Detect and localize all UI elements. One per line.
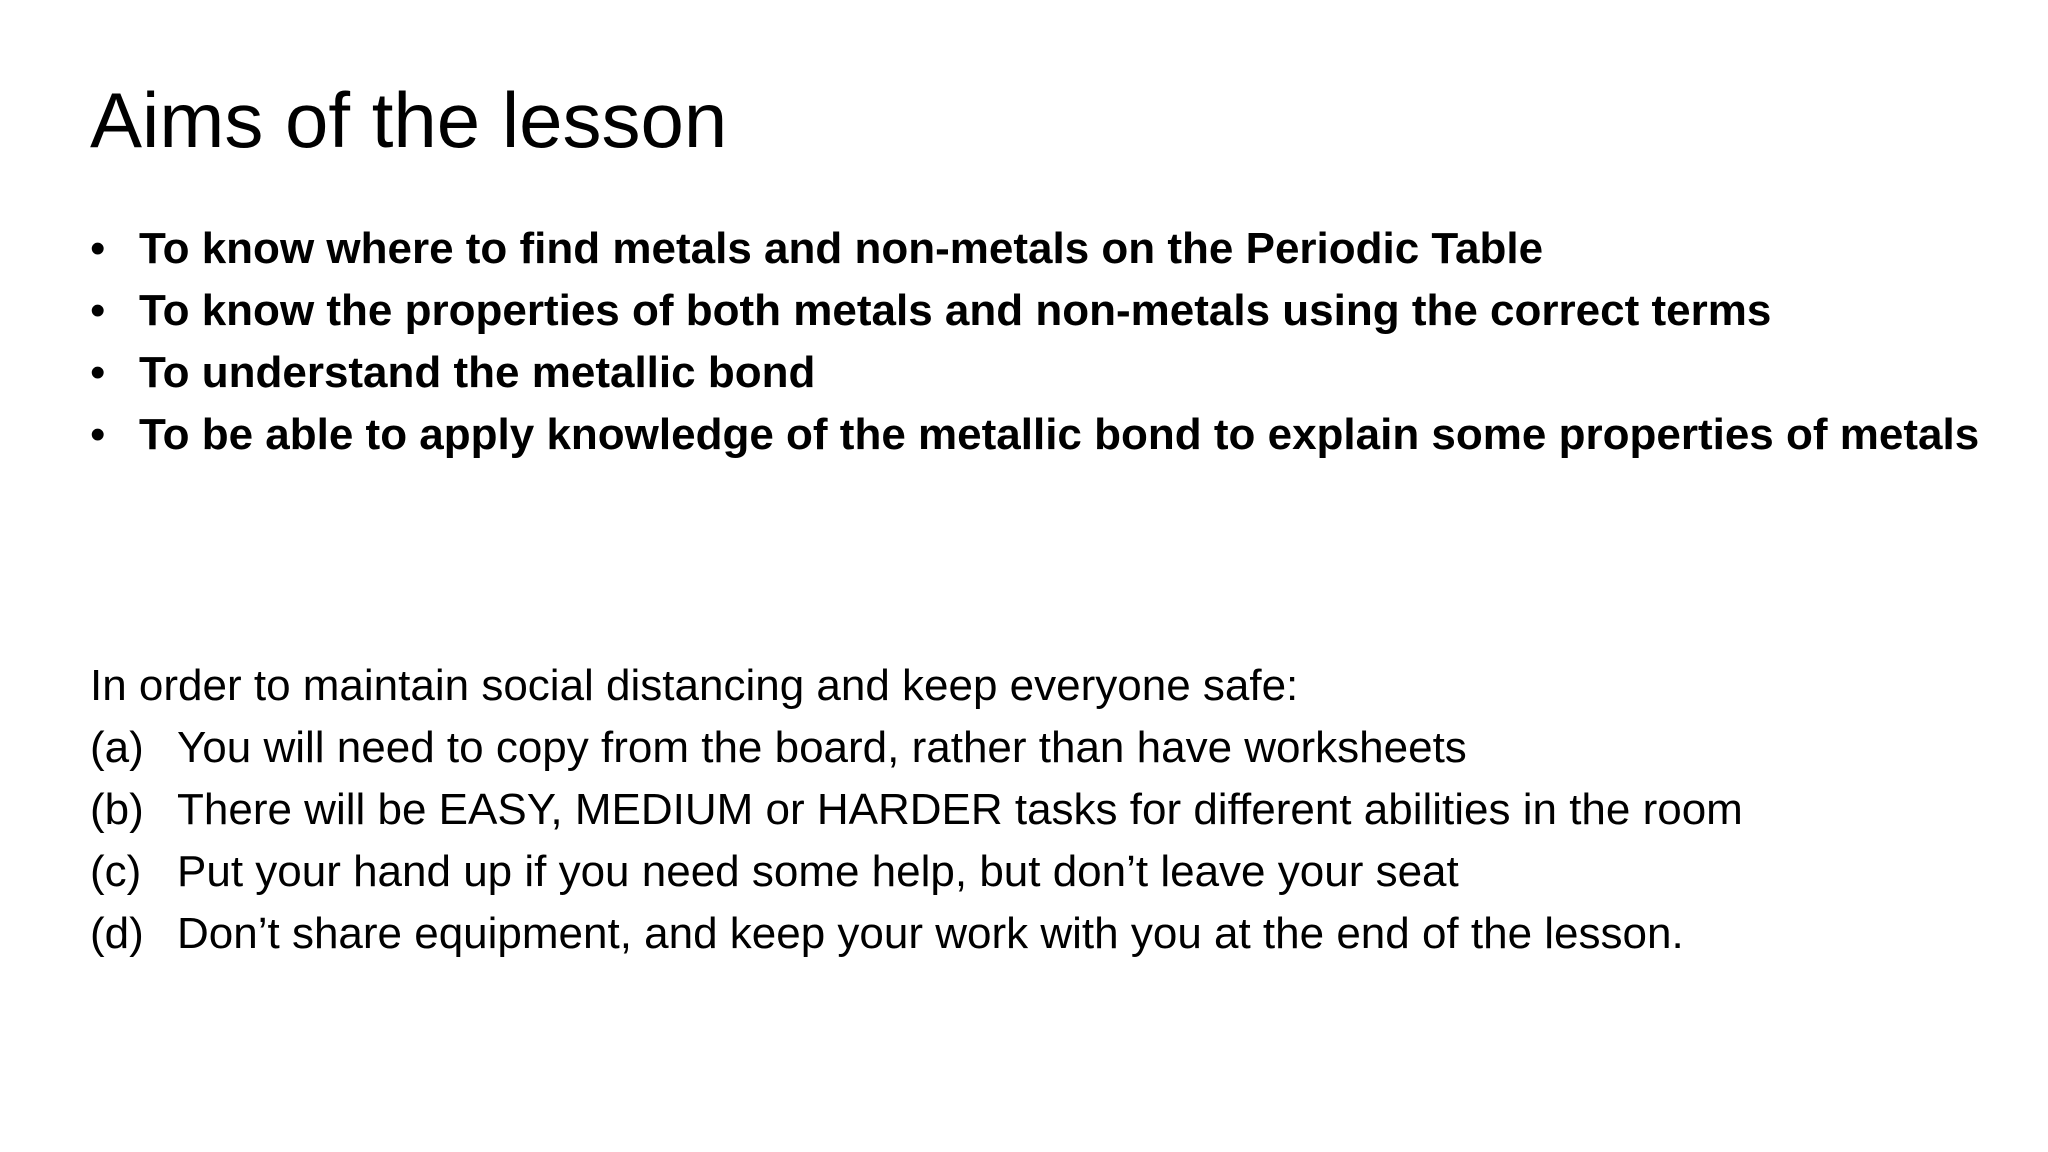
aim-item <box>90 280 1990 342</box>
aim-text: To know where to find metals and non-metals on the Periodic Table <box>139 224 1544 273</box>
rule-marker: (a) <box>90 723 144 772</box>
rule-item <box>90 903 1990 965</box>
aim-text: To be able to apply knowledge of the metallic bond to explain some properties of metals <box>139 410 1980 459</box>
rule-marker: (d) <box>90 909 144 958</box>
rule-marker: (c) <box>90 847 142 896</box>
bullet-icon: • <box>90 224 106 273</box>
rule-item <box>90 841 1990 903</box>
bullet-icon: • <box>90 348 106 397</box>
aim-item <box>90 404 1990 466</box>
aim-item <box>90 342 1990 404</box>
aim-text: To understand the metallic bond <box>139 348 816 397</box>
slide-title: Aims of the lesson <box>90 76 728 164</box>
notice-intro: In order to maintain social distancing and keep everyone safe: <box>90 661 1299 710</box>
social-distancing-notice <box>90 655 1990 965</box>
aim-item <box>90 218 1990 280</box>
rules-list <box>90 717 1990 965</box>
rule-text: You will need to copy from the board, rather than have worksheets <box>177 723 1467 772</box>
aims-list <box>90 218 1990 466</box>
bullet-icon: • <box>90 410 106 459</box>
rule-text: Put your hand up if you need some help, but don’t leave your seat <box>177 847 1459 896</box>
rule-text: Don’t share equipment, and keep your work with you at the end of the lesson. <box>177 909 1684 958</box>
rule-text: There will be EASY, MEDIUM or HARDER tasks for different abilities in the room <box>177 785 1743 834</box>
rule-marker: (b) <box>90 785 144 834</box>
bullet-icon: • <box>90 286 106 335</box>
rule-item <box>90 779 1990 841</box>
aim-text: To know the properties of both metals and non-metals using the correct terms <box>139 286 1772 335</box>
rule-item <box>90 717 1990 779</box>
